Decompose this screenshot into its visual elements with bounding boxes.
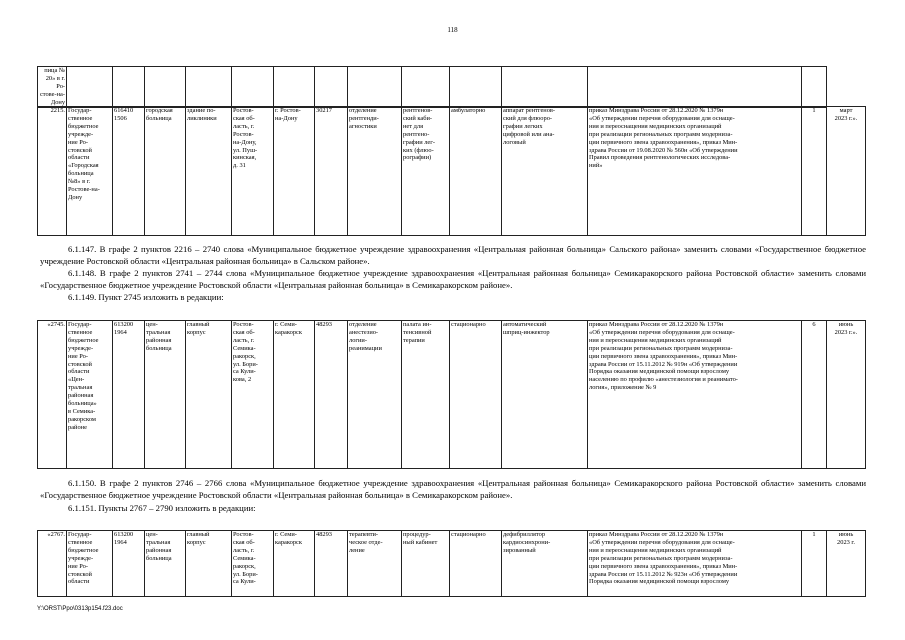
cell-deadline: июнь 2023 г.».: [827, 321, 866, 469]
cell-facility-type: [145, 67, 186, 108]
cell-oktmo: 48293: [315, 321, 348, 469]
table-row: [38, 321, 866, 469]
cell-code: 613200 1964: [113, 531, 145, 597]
table-continuation: [37, 66, 866, 108]
cell-item-number: «2745.: [38, 321, 67, 469]
cell-institution: Государ- ственное бюджетное учрежде- ние Ро- стовской области «Цен- тральная районная больница» в Семика- ракорском районе: [67, 321, 113, 469]
cell-room: рентгенов- ский каби- нет для рентгено- графии лег- ких (флюо- рографии): [402, 107, 450, 236]
cell-legal-basis: [588, 67, 802, 108]
cell-room: процедур- ный кабинет: [402, 531, 450, 597]
table-item-2767: [37, 530, 866, 597]
cell-building: главный корпус: [186, 531, 232, 597]
cell-address: Ростов- ская об- ласть, г. Семика- ракорск, ул. Бори- са Кули- кова, 2: [232, 321, 274, 469]
cell-building: [186, 67, 232, 108]
cell-code: 616410 1506: [113, 107, 145, 236]
cell-institution: Государ- ственное бюджетное учрежде- ние Ро- стовской области «Городская больница №8» в г. Ростове-на- Дону: [67, 107, 113, 236]
cell-equipment: автоматический шприц-инжектор: [502, 321, 588, 469]
cell-legal-basis: приказ Минздрава России от 28.12.2020 № 1379н «Об утверждении перечня оборудования для оснаще- ния и переоснащения медицинских организаций при реализации региональных программ модерниза- ции первичного звена здравоохранения», приказ Мин- здрава России от 19.08.2020 № 560н «Об утверждении Правил проведения рентгенологических исследова- ний»: [588, 107, 802, 236]
cell-facility-type: цен- тральная районная больница: [145, 321, 186, 469]
cell-locality: г. Семи- каракорск: [274, 531, 315, 597]
cell-room: палата ин- тенсивной терапии: [402, 321, 450, 469]
cell-oktmo: 30217: [315, 107, 348, 236]
cell-address: Ростов- ская об- ласть, г. Семика- ракорск, ул. Бори- са Кули-: [232, 531, 274, 597]
cell-legal-basis: приказ Минздрава России от 28.12.2020 № 1379н «Об утверждении перечня оборудования для оснаще- ния и переоснащения медицинских организаций при реализации региональных программ модерниза- ции первичного звена здравоохранения», приказ Мин- здрава России от 15.11.2012 № 919н «Об утверждении Порядка оказания медицинской помощи взрослому населению по профилю «анестезиология и реанимато- логия», приложение № 9: [588, 321, 802, 469]
cell-department: отделение рентгенди- агностики: [348, 107, 402, 236]
paragraph-6-1-147: 6.1.147. В графе 2 пунктов 2216 – 2740 слова «Муниципальное бюджетное учреждение здравоохранения «Центральная районная больница» Сальского района» заменить словами «Государственное бюджетное учреждение Ростовской области «Центральная районная больница» в Сальском районе».: [40, 244, 866, 266]
cell-item-number: 2215.: [38, 107, 67, 236]
cell-department: отделение анестезио- логии- реанимации: [348, 321, 402, 469]
cell-address: [232, 67, 274, 108]
cell-care-mode: амбулаторно: [450, 107, 502, 236]
cell-locality: [274, 67, 315, 108]
paragraph-6-1-148: 6.1.148. В графе 2 пунктов 2741 – 2744 слова «Муниципальное бюджетное учреждение здравоохранения «Центральная районная больница» Семикаракорского района Ростовской области» заменить словами «Государственное бюджетное учреждение Ростовской области «Центральная районная больница» в Семикаракорском районе».: [40, 268, 866, 290]
paragraph-6-1-150: 6.1.150. В графе 2 пунктов 2746 – 2766 слова «Муниципальное бюджетное учреждение здравоохранения «Центральная районная больница» Семикаракорского района Ростовской области» заменить словами «Государственное бюджетное учреждение Ростовской области «Центральная районная больница» в Семикаракорском районе».: [40, 478, 866, 500]
cell-quantity: [802, 67, 827, 108]
cell-room: [402, 67, 450, 108]
cell-item-number: «2767.: [38, 531, 67, 597]
cell-code: 613200 1964: [113, 321, 145, 469]
cell-locality: г. Ростов- на-Дону: [274, 107, 315, 236]
cell-department: терапевти- ческое отде- ление: [348, 531, 402, 597]
paragraph-6-1-151: 6.1.151. Пункты 2767 – 2790 изложить в редакции:: [68, 503, 256, 513]
cell-address: Ростов- ская об- ласть, г. Ростов- на-Дону, ул. Пуш- кинская, д. 31: [232, 107, 274, 236]
cell-quantity: 1: [802, 107, 827, 236]
cell-deadline: март 2023 г.».: [827, 107, 866, 236]
cell-equipment: дефибриллятор кардиосинхрони- зированный: [502, 531, 588, 597]
paragraph-6-1-149: 6.1.149. Пункт 2745 изложить в редакции:: [68, 292, 224, 302]
table-item-2745: [37, 320, 866, 469]
cell-institution: Государ- ственное бюджетное учрежде- ние Ро- стовской области: [67, 531, 113, 597]
table-row: [38, 67, 867, 108]
cell-institution: [67, 67, 113, 108]
cell-care-mode: [450, 67, 502, 108]
cell-building: главный корпус: [186, 321, 232, 469]
table-item-2215: [37, 106, 866, 236]
cell-care-mode: стационарно: [450, 321, 502, 469]
cell-legal-basis: приказ Минздрава России от 28.12.2020 № 1379н «Об утверждении перечня оборудования для оснаще- ния и переоснащения медицинских организаций при реализации региональных программ модерниза- ции первичного звена здравоохранения», приказ Мин- здрава России от 15.11.2012 № 923н «Об утверждении Порядка оказания медицинской помощи взрослому: [588, 531, 802, 597]
cell-department: [348, 67, 402, 108]
cell-facility-type: цен- тральная районная больница: [145, 531, 186, 597]
cell-equipment: аппарат рентгенов- ский для флюоро- графии легких цифровой или ана- логовый: [502, 107, 588, 236]
cell-building: здание по- ликлиники: [186, 107, 232, 236]
cell-locality: г. Семи- каракорск: [274, 321, 315, 469]
cell-code: [113, 67, 145, 108]
cell-equipment: [502, 67, 588, 108]
cell-item-number: пица № 20» в г. Ро- стове-на- Дону: [38, 67, 67, 108]
cell-facility-type: городская больница: [145, 107, 186, 236]
file-path-footer: Y:\ORST\Ppo\0313p154.f23.doc: [37, 606, 123, 612]
cell-quantity: 6: [802, 321, 827, 469]
table-row: [38, 107, 866, 236]
cell-oktmo: [315, 67, 348, 108]
cell-quantity: 1: [802, 531, 827, 597]
page-number: 118: [447, 26, 458, 34]
cell-oktmo: 48293: [315, 531, 348, 597]
cell-deadline: июнь 2023 г.: [827, 531, 866, 597]
table-row: [38, 531, 866, 597]
cell-care-mode: стационарно: [450, 531, 502, 597]
